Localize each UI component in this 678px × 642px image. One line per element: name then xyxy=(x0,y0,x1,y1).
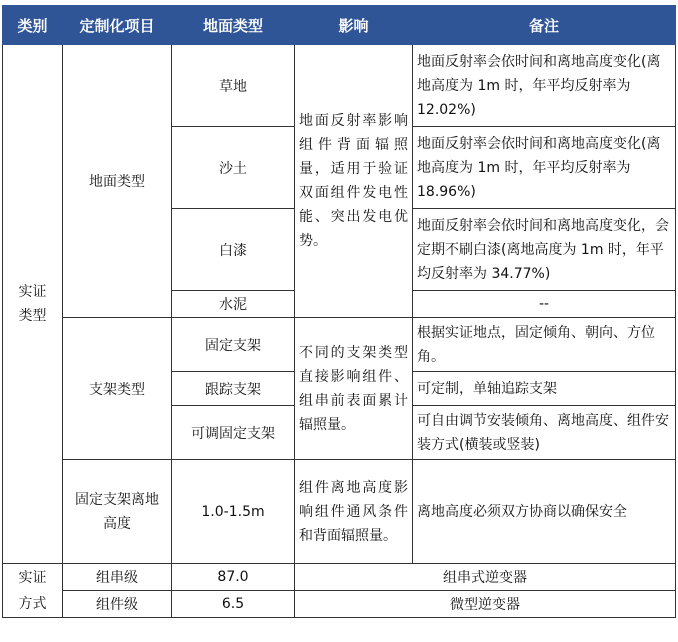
ground-note-sand: 地面反射率会依时间和离地高度变化(离地高度为 1m 时，年平均反射率为 18.96%) xyxy=(413,127,676,209)
method-note-string: 组串式逆变器 xyxy=(295,564,676,591)
ground-note-grass: 地面反射率会依时间和离地高度变化(离地高度为 1m 时，年平均反射率为 12.02%) xyxy=(413,45,676,127)
category-empirical-method: 实证方式 xyxy=(3,564,63,618)
method-note-module: 微型逆变器 xyxy=(295,591,676,618)
bracket-type-fixed: 固定支架 xyxy=(172,318,295,372)
method-level-module: 组件级 xyxy=(63,591,172,618)
category-empirical-type: 实证类型 xyxy=(3,45,63,564)
ground-type-cement: 水泥 xyxy=(172,291,295,318)
bracket-type-tracking: 跟踪支架 xyxy=(172,372,295,406)
method-level-string: 组串级 xyxy=(63,564,172,591)
item-ground-type: 地面类型 xyxy=(63,45,172,318)
header-row xyxy=(3,6,676,45)
ground-type-white-paint: 白漆 xyxy=(172,209,295,291)
bracket-type-adjustable: 可调固定支架 xyxy=(172,406,295,460)
header-ground-type: 地面类型 xyxy=(172,6,295,45)
ground-impact: 地面反射率影响组件背面辐照量，适用于验证双面组件发电性能、突出发电优势。 xyxy=(295,45,413,318)
bracket-note-fixed: 根据实证地点，固定倾角、朝向、方位角。 xyxy=(413,318,676,372)
header-impact: 影响 xyxy=(295,6,413,45)
ground-type-grass: 草地 xyxy=(172,45,295,127)
height-impact: 组件离地高度影响组件通风条件和背面辐照量。 xyxy=(295,460,413,564)
ground-type-sand: 沙土 xyxy=(172,127,295,209)
header-notes: 备注 xyxy=(413,6,676,45)
ground-note-white-paint: 地面反射率会依时间和离地高度变化，会定期不刷白漆(离地高度为 1m 时，年平均反射率为 34.77%) xyxy=(413,209,676,291)
height-note: 离地高度必须双方协商以确保安全 xyxy=(413,460,676,564)
bracket-note-tracking: 可定制，单轴追踪支架 xyxy=(413,372,676,406)
bracket-impact: 不同的支架类型直接影响组件、组串前表面累计辐照量。 xyxy=(295,318,413,460)
ground-note-cement: -- xyxy=(413,291,676,318)
method-value-string: 87.0 xyxy=(172,564,295,591)
header-item: 定制化项目 xyxy=(63,6,172,45)
table-row xyxy=(3,591,676,618)
table-row xyxy=(3,45,676,127)
spec-table xyxy=(2,5,676,618)
table-row xyxy=(3,318,676,372)
height-value: 1.0-1.5m xyxy=(172,460,295,564)
method-value-module: 6.5 xyxy=(172,591,295,618)
item-height: 固定支架离地高度 xyxy=(63,460,172,564)
table-row xyxy=(3,460,676,564)
header-category: 类别 xyxy=(3,6,63,45)
table-row xyxy=(3,564,676,591)
bracket-note-adjustable: 可自由调节安装倾角、离地高度、组件安装方式(横装或竖装) xyxy=(413,406,676,460)
item-bracket-type: 支架类型 xyxy=(63,318,172,460)
